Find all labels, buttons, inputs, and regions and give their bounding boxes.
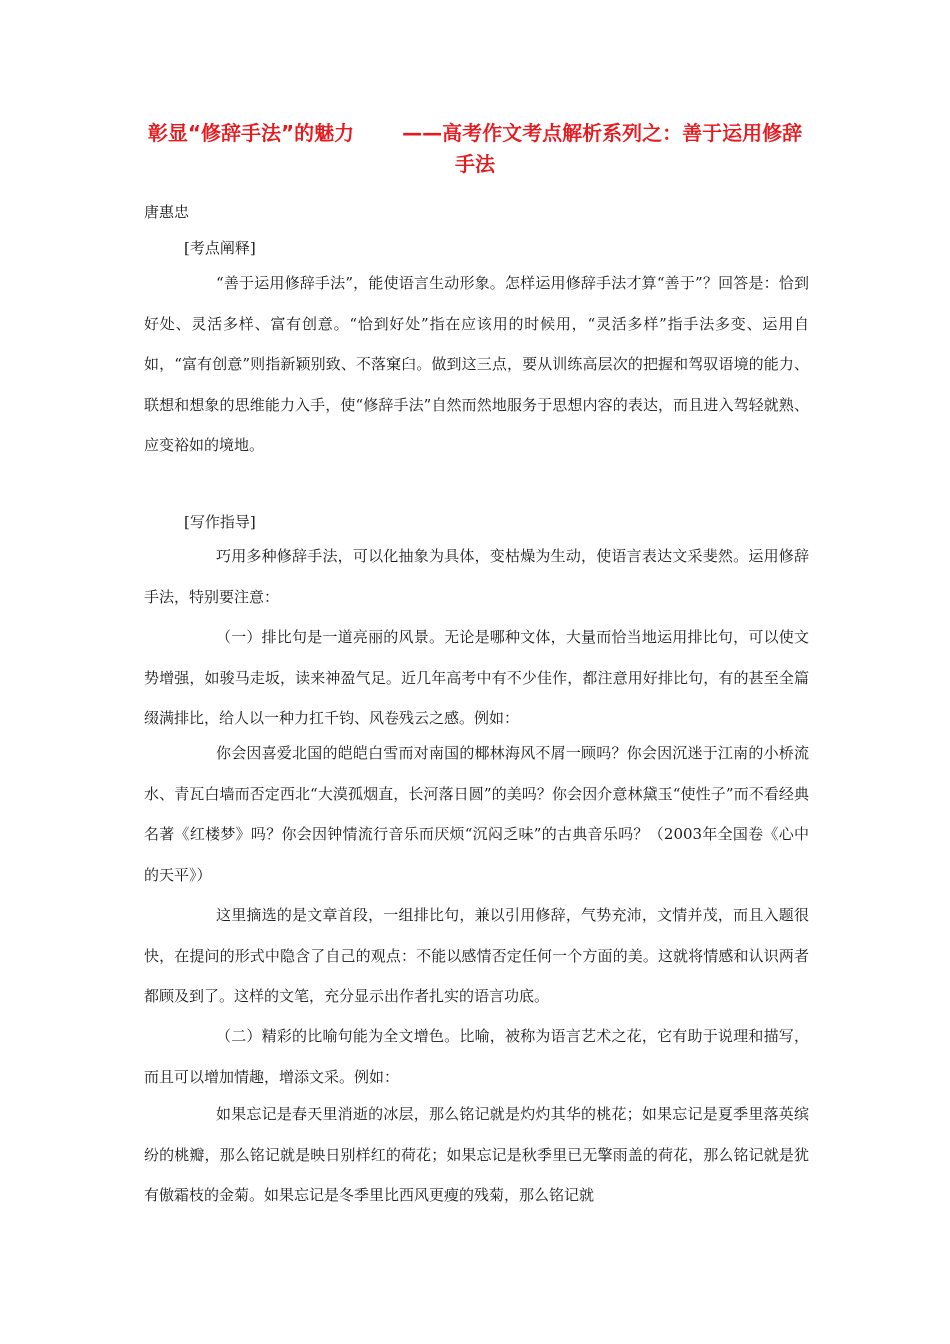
explain-paragraph: “善于运用修辞手法”，能使语言生动形象。怎样运用修辞手法才算“善于”？回答是：恰到好处、灵活多样、富有创意。“恰到好处”指在应该用的时候用，“灵活多样”指手法多变、运用自如，“富有创意”则指新颖别致、不落窠臼。做到这三点，要从训练高层次的把握和驾驭语境的能力、联想和想象的思维能力入手，使“修辞手法”自然而然地服务于思想内容的表达，而且进入驾轻就熟、应变裕如的境地。 xyxy=(144,274,809,454)
example1-paragraph: 你会因喜爱北国的皑皑白雪而对南国的椰林海风不屑一顾吗？你会因沉迷于江南的小桥流水、青瓦白墙而否定西北“大漠孤烟直，长河落日圆”的美吗？你会因介意林黛玉“使性子”而不看经典名著《红楼梦》吗？你会因钟情流行音乐而厌烦“沉闷乏味”的古典音乐吗？（2003年全国卷《心中的天平》） xyxy=(144,744,809,884)
example2-paragraph: 如果忘记是春天里消逝的冰层，那么铭记就是灼灼其华的桃花；如果忘记是夏季里落英缤纷的桃瓣，那么铭记就是映日别样红的荷花；如果忘记是秋季里已无擎雨盖的荷花，那么铭记就是犹有傲霜枝的金菊。如果忘记是冬季里比西风更瘦的残菊，那么铭记就 xyxy=(144,1105,809,1204)
section-label-explain: [考点阐释] xyxy=(184,239,256,257)
title-main: 彰显“修辞手法”的魅力 xyxy=(147,121,355,145)
item2-paragraph: （二）精彩的比喻句能为全文增色。比喻，被称为语言艺术之花，它有助于说理和描写，而且可以增加情趣，增添文采。例如： xyxy=(144,1027,809,1086)
section-label-guide: [写作指导] xyxy=(184,513,256,531)
title-subtitle: ——高考作文考点解析系列之：善于运用修辞手法 xyxy=(402,121,803,176)
document-title xyxy=(140,118,810,180)
item1-paragraph: （一）排比句是一道亮丽的风景。无论是哪种文体，大量而恰当地运用排比句，可以使文势增强，如骏马走坂，读来神盈气足。近几年高考中有不少佳作，都注意用好排比句，有的甚至全篇缀满排比，给人以一种力扛千钧、风卷残云之感。例如： xyxy=(144,628,809,727)
comment1-paragraph: 这里摘选的是文章首段，一组排比句，兼以引用修辞，气势充沛，文情并茂，而且入题很快，在提问的形式中隐含了自己的观点：不能以感情否定任何一个方面的美。这就将情感和认识两者都顾及到了。这样的文笔，充分显示出作者扎实的语言功底。 xyxy=(144,906,809,1005)
guide-paragraph: 巧用多种修辞手法，可以化抽象为具体，变枯燥为生动，使语言表达文采斐然。运用修辞手法，特别要注意： xyxy=(144,547,809,606)
author-name: 唐惠忠 xyxy=(144,203,190,221)
